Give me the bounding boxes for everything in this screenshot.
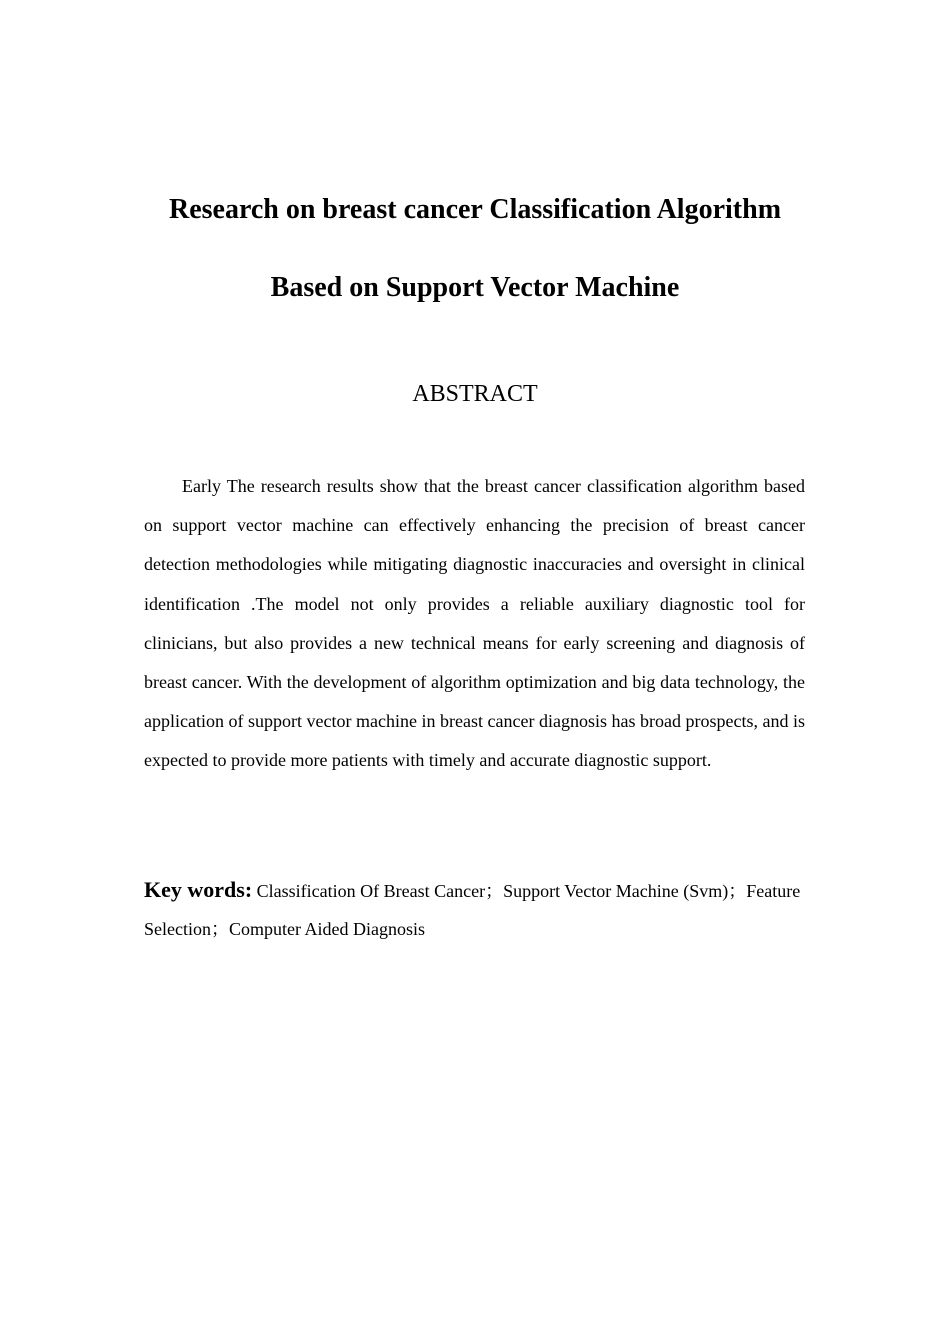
keywords-label: Key words: bbox=[144, 877, 253, 902]
abstract-heading: ABSTRACT bbox=[412, 381, 538, 407]
paper-title-line-2: Based on Support Vector Machine bbox=[270, 272, 680, 303]
abstract-body: Early The research results show that the breast cancer classification algorithm based on support vector machine can effectively enhancing the precision of breast cancer detection methodologies while mitigating diagnostic inaccuracies and oversight in clinical identification .The model not only provides a reliable auxiliary diagnostic tool for clinicians, but also provides a new technical means for early screening and diagnosis of breast cancer. With the development of algorithm optimization and big data technology, the application of support vector machine in breast cancer diagnosis has broad prospects, and is expected to provide more patients with timely and accurate diagnostic support. bbox=[144, 476, 805, 771]
paper-title-line-1: Research on breast cancer Classification Algorithm bbox=[168, 194, 782, 225]
keywords-paragraph bbox=[144, 871, 805, 948]
keywords-text: Classification Of Breast Cancer；Support Vector Machine (Svm)；Feature Selection；Computer Aided Diagnosis bbox=[144, 881, 801, 939]
